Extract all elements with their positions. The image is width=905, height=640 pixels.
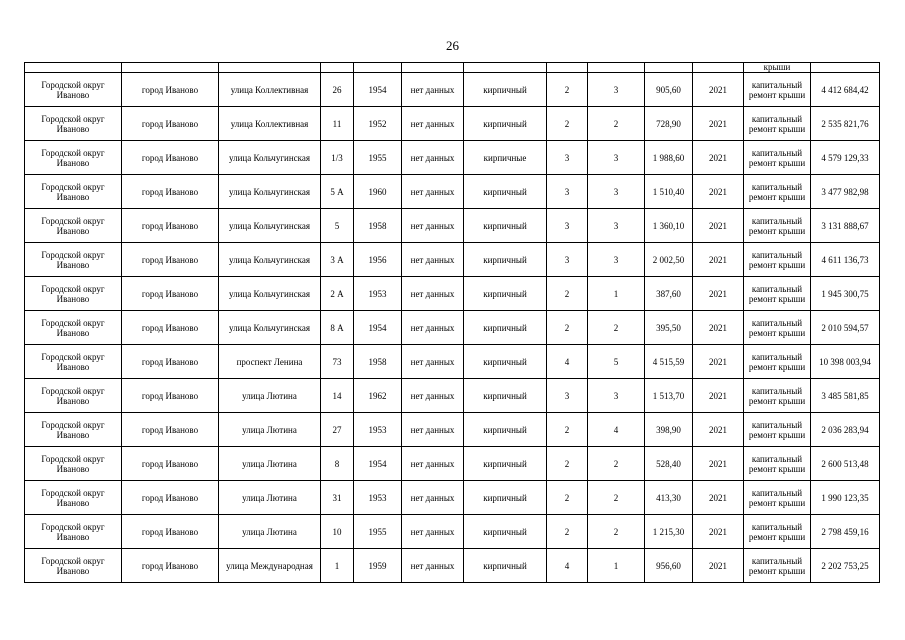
plan-year-cell: 2021 xyxy=(693,447,744,481)
entrances-cell: 1 xyxy=(588,549,645,583)
floors-cell: 3 xyxy=(547,209,588,243)
house-number-cell: 8 xyxy=(321,447,354,481)
cost-cell: 2 202 753,25 xyxy=(811,549,880,583)
floors-cell: 3 xyxy=(547,175,588,209)
wear-cell: нет данных xyxy=(402,413,464,447)
city-cell: город Иваново xyxy=(122,277,219,311)
wall-material-cell: кирпичные xyxy=(464,141,547,175)
district-cell: Городской округ Иваново xyxy=(25,515,122,549)
district-cell: Городской округ Иваново xyxy=(25,277,122,311)
area-cell: 398,90 xyxy=(645,413,693,447)
city-cell: город Иваново xyxy=(122,549,219,583)
entrances-cell: 5 xyxy=(588,345,645,379)
house-number-cell: 10 xyxy=(321,515,354,549)
build-year-cell: 1953 xyxy=(354,413,402,447)
wall-material-cell: кирпичный xyxy=(464,413,547,447)
floors-cell: 2 xyxy=(547,107,588,141)
entrances-cell: 1 xyxy=(588,277,645,311)
cost-cell: 3 477 982,98 xyxy=(811,175,880,209)
entrances-cell: 3 xyxy=(588,209,645,243)
cost-cell: 1 945 300,75 xyxy=(811,277,880,311)
floors-cell: 2 xyxy=(547,311,588,345)
plan-year-cell: 2021 xyxy=(693,345,744,379)
plan-year-cell: 2021 xyxy=(693,73,744,107)
work-type-cell: капитальный ремонт крыши xyxy=(744,175,811,209)
plan-year-cell: 2021 xyxy=(693,141,744,175)
floors-cell: 3 xyxy=(547,379,588,413)
build-year-cell: 1954 xyxy=(354,311,402,345)
area-cell: 905,60 xyxy=(645,73,693,107)
wall-material-cell: кирпичный xyxy=(464,481,547,515)
table-row xyxy=(25,209,880,243)
area-cell: 395,50 xyxy=(645,311,693,345)
entrances-cell: 2 xyxy=(588,107,645,141)
wear-cell: нет данных xyxy=(402,107,464,141)
continuation-row xyxy=(25,63,880,73)
wall-material-cell: кирпичный xyxy=(464,175,547,209)
floors-cell: 2 xyxy=(547,481,588,515)
work-type-cell: капитальный ремонт крыши xyxy=(744,345,811,379)
wall-material-cell: кирпичный xyxy=(464,345,547,379)
floors-cell: 2 xyxy=(547,515,588,549)
city-cell: город Иваново xyxy=(122,107,219,141)
wall-material-cell: кирпичный xyxy=(464,73,547,107)
floors-cell: 3 xyxy=(547,141,588,175)
wear-cell: нет данных xyxy=(402,311,464,345)
wall-material-cell: кирпичный xyxy=(464,107,547,141)
cost-cell: 4 412 684,42 xyxy=(811,73,880,107)
build-year-cell: 1960 xyxy=(354,175,402,209)
floors-cell: 2 xyxy=(547,447,588,481)
district-cell: Городской округ Иваново xyxy=(25,345,122,379)
district-cell: Городской округ Иваново xyxy=(25,73,122,107)
build-year-cell: 1962 xyxy=(354,379,402,413)
cost-cell: 2 535 821,76 xyxy=(811,107,880,141)
work-type-cell: капитальный ремонт крыши xyxy=(744,243,811,277)
cost-cell: 4 579 129,33 xyxy=(811,141,880,175)
plan-year-cell: 2021 xyxy=(693,209,744,243)
table-row xyxy=(25,515,880,549)
cost-cell: 3 485 581,85 xyxy=(811,379,880,413)
wear-cell: нет данных xyxy=(402,549,464,583)
city-cell: город Иваново xyxy=(122,413,219,447)
district-cell: Городской округ Иваново xyxy=(25,141,122,175)
city-cell: город Иваново xyxy=(122,141,219,175)
street-cell: улица Кольчугинская xyxy=(219,243,321,277)
house-number-cell: 14 xyxy=(321,379,354,413)
house-number-cell: 5 xyxy=(321,209,354,243)
street-cell: улица Лютина xyxy=(219,481,321,515)
build-year-cell: 1956 xyxy=(354,243,402,277)
street-cell: улица Коллективная xyxy=(219,107,321,141)
work-type-cell: капитальный ремонт крыши xyxy=(744,379,811,413)
cost-cell: 2 600 513,48 xyxy=(811,447,880,481)
district-cell: Городской округ Иваново xyxy=(25,447,122,481)
cost-cell: 3 131 888,67 xyxy=(811,209,880,243)
entrances-cell: 2 xyxy=(588,515,645,549)
house-number-cell: 3 А xyxy=(321,243,354,277)
street-cell: улица Лютина xyxy=(219,515,321,549)
street-cell: улица Коллективная xyxy=(219,73,321,107)
district-cell: Городской округ Иваново xyxy=(25,175,122,209)
floors-cell: 2 xyxy=(547,73,588,107)
area-cell: 2 002,50 xyxy=(645,243,693,277)
wall-material-cell: кирпичный xyxy=(464,549,547,583)
wall-material-cell: кирпичный xyxy=(464,515,547,549)
entrances-cell: 3 xyxy=(588,175,645,209)
wear-cell: нет данных xyxy=(402,515,464,549)
plan-year-cell: 2021 xyxy=(693,481,744,515)
city-cell: город Иваново xyxy=(122,379,219,413)
wall-material-cell: кирпичный xyxy=(464,209,547,243)
build-year-cell: 1955 xyxy=(354,141,402,175)
area-cell: 413,30 xyxy=(645,481,693,515)
work-type-cell: капитальный ремонт крыши xyxy=(744,413,811,447)
wall-material-cell: кирпичный xyxy=(464,447,547,481)
street-cell: улица Кольчугинская xyxy=(219,311,321,345)
entrances-cell: 3 xyxy=(588,73,645,107)
city-cell: город Иваново xyxy=(122,243,219,277)
plan-year-cell: 2021 xyxy=(693,277,744,311)
work-type-cell: капитальный ремонт крыши xyxy=(744,549,811,583)
house-number-cell: 26 xyxy=(321,73,354,107)
city-cell: город Иваново xyxy=(122,481,219,515)
house-number-cell: 1/3 xyxy=(321,141,354,175)
plan-year-cell: 2021 xyxy=(693,243,744,277)
cost-cell: 10 398 003,94 xyxy=(811,345,880,379)
table-row xyxy=(25,379,880,413)
work-type-cell: капитальный ремонт крыши xyxy=(744,73,811,107)
district-cell: Городской округ Иваново xyxy=(25,107,122,141)
wear-cell: нет данных xyxy=(402,243,464,277)
build-year-cell: 1953 xyxy=(354,481,402,515)
work-type-cell: капитальный ремонт крыши xyxy=(744,209,811,243)
work-type-cell: капитальный ремонт крыши xyxy=(744,447,811,481)
area-cell: 1 513,70 xyxy=(645,379,693,413)
area-cell: 1 360,10 xyxy=(645,209,693,243)
table-row xyxy=(25,107,880,141)
work-type-cell: капитальный ремонт крыши xyxy=(744,481,811,515)
wall-material-cell: кирпичный xyxy=(464,277,547,311)
district-cell: Городской округ Иваново xyxy=(25,311,122,345)
city-cell: город Иваново xyxy=(122,345,219,379)
area-cell: 528,40 xyxy=(645,447,693,481)
build-year-cell: 1958 xyxy=(354,209,402,243)
table-row xyxy=(25,73,880,107)
continuation-work-cell: крыши xyxy=(744,63,811,73)
floors-cell: 4 xyxy=(547,549,588,583)
table-row xyxy=(25,175,880,209)
street-cell: проспект Ленина xyxy=(219,345,321,379)
city-cell: город Иваново xyxy=(122,209,219,243)
table-row xyxy=(25,447,880,481)
district-cell: Городской округ Иваново xyxy=(25,379,122,413)
district-cell: Городской округ Иваново xyxy=(25,549,122,583)
house-number-cell: 73 xyxy=(321,345,354,379)
area-cell: 387,60 xyxy=(645,277,693,311)
table-row xyxy=(25,549,880,583)
table-row xyxy=(25,277,880,311)
city-cell: город Иваново xyxy=(122,73,219,107)
page-number: 26 xyxy=(446,38,459,53)
housing-repair-table xyxy=(24,62,880,583)
cost-cell: 1 990 123,35 xyxy=(811,481,880,515)
build-year-cell: 1953 xyxy=(354,277,402,311)
plan-year-cell: 2021 xyxy=(693,311,744,345)
wear-cell: нет данных xyxy=(402,447,464,481)
wear-cell: нет данных xyxy=(402,277,464,311)
build-year-cell: 1955 xyxy=(354,515,402,549)
work-type-cell: капитальный ремонт крыши xyxy=(744,515,811,549)
floors-cell: 3 xyxy=(547,243,588,277)
district-cell: Городской округ Иваново xyxy=(25,413,122,447)
street-cell: улица Международная xyxy=(219,549,321,583)
wall-material-cell: кирпичный xyxy=(464,379,547,413)
table-row xyxy=(25,311,880,345)
wear-cell: нет данных xyxy=(402,379,464,413)
table-row xyxy=(25,345,880,379)
floors-cell: 2 xyxy=(547,277,588,311)
work-type-cell: капитальный ремонт крыши xyxy=(744,141,811,175)
plan-year-cell: 2021 xyxy=(693,515,744,549)
table-row xyxy=(25,481,880,515)
street-cell: улица Кольчугинская xyxy=(219,209,321,243)
area-cell: 728,90 xyxy=(645,107,693,141)
work-type-cell: капитальный ремонт крыши xyxy=(744,107,811,141)
house-number-cell: 5 А xyxy=(321,175,354,209)
wall-material-cell: кирпичный xyxy=(464,311,547,345)
table-row xyxy=(25,413,880,447)
street-cell: улица Лютина xyxy=(219,447,321,481)
plan-year-cell: 2021 xyxy=(693,379,744,413)
floors-cell: 4 xyxy=(547,345,588,379)
street-cell: улица Лютина xyxy=(219,413,321,447)
entrances-cell: 2 xyxy=(588,481,645,515)
table-row xyxy=(25,243,880,277)
house-number-cell: 8 А xyxy=(321,311,354,345)
wear-cell: нет данных xyxy=(402,73,464,107)
district-cell: Городской округ Иваново xyxy=(25,481,122,515)
house-number-cell: 2 А xyxy=(321,277,354,311)
street-cell: улица Кольчугинская xyxy=(219,277,321,311)
entrances-cell: 3 xyxy=(588,379,645,413)
area-cell: 1 215,30 xyxy=(645,515,693,549)
table-row xyxy=(25,141,880,175)
city-cell: город Иваново xyxy=(122,175,219,209)
wear-cell: нет данных xyxy=(402,141,464,175)
area-cell: 1 510,40 xyxy=(645,175,693,209)
entrances-cell: 3 xyxy=(588,243,645,277)
street-cell: улица Лютина xyxy=(219,379,321,413)
city-cell: город Иваново xyxy=(122,311,219,345)
house-number-cell: 11 xyxy=(321,107,354,141)
street-cell: улица Кольчугинская xyxy=(219,141,321,175)
city-cell: город Иваново xyxy=(122,447,219,481)
cost-cell: 2 036 283,94 xyxy=(811,413,880,447)
area-cell: 956,60 xyxy=(645,549,693,583)
cost-cell: 2 010 594,57 xyxy=(811,311,880,345)
build-year-cell: 1959 xyxy=(354,549,402,583)
wear-cell: нет данных xyxy=(402,209,464,243)
area-cell: 1 988,60 xyxy=(645,141,693,175)
area-cell: 4 515,59 xyxy=(645,345,693,379)
build-year-cell: 1958 xyxy=(354,345,402,379)
wall-material-cell: кирпичный xyxy=(464,243,547,277)
wear-cell: нет данных xyxy=(402,345,464,379)
district-cell: Городской округ Иваново xyxy=(25,243,122,277)
entrances-cell: 2 xyxy=(588,311,645,345)
work-type-cell: капитальный ремонт крыши xyxy=(744,311,811,345)
plan-year-cell: 2021 xyxy=(693,175,744,209)
cost-cell: 2 798 459,16 xyxy=(811,515,880,549)
build-year-cell: 1952 xyxy=(354,107,402,141)
work-type-cell: капитальный ремонт крыши xyxy=(744,277,811,311)
build-year-cell: 1954 xyxy=(354,73,402,107)
house-number-cell: 31 xyxy=(321,481,354,515)
entrances-cell: 3 xyxy=(588,141,645,175)
wear-cell: нет данных xyxy=(402,481,464,515)
street-cell: улица Кольчугинская xyxy=(219,175,321,209)
house-number-cell: 27 xyxy=(321,413,354,447)
plan-year-cell: 2021 xyxy=(693,107,744,141)
plan-year-cell: 2021 xyxy=(693,413,744,447)
cost-cell: 4 611 136,73 xyxy=(811,243,880,277)
plan-year-cell: 2021 xyxy=(693,549,744,583)
entrances-cell: 4 xyxy=(588,413,645,447)
entrances-cell: 2 xyxy=(588,447,645,481)
build-year-cell: 1954 xyxy=(354,447,402,481)
floors-cell: 2 xyxy=(547,413,588,447)
district-cell: Городской округ Иваново xyxy=(25,209,122,243)
wear-cell: нет данных xyxy=(402,175,464,209)
city-cell: город Иваново xyxy=(122,515,219,549)
house-number-cell: 1 xyxy=(321,549,354,583)
